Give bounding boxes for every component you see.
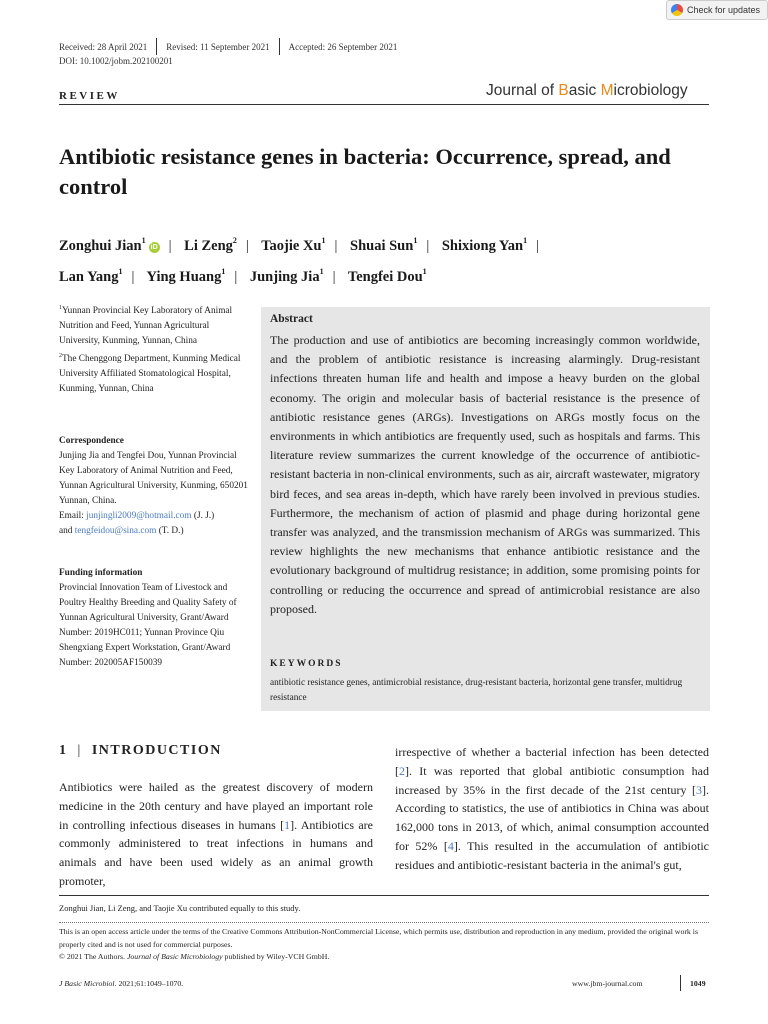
body-text: Antibiotics were hailed as the greatest discovery of modern medicine in the 20th century and have played an important role in controlling infectious diseases in humans [ bbox=[59, 780, 373, 832]
author-separator: | bbox=[426, 238, 430, 254]
author-separator: | bbox=[168, 238, 172, 254]
copyright-text: © 2021 The Authors. bbox=[59, 952, 127, 961]
body-column-right bbox=[395, 743, 709, 875]
journal-url[interactable]: www.jbm-journal.com bbox=[572, 979, 643, 988]
email-link[interactable]: tengfeidou@sina.com bbox=[74, 526, 157, 536]
author-affiliation-marker: 1 bbox=[221, 267, 226, 276]
copyright-journal: Journal of Basic Microbiology bbox=[126, 952, 223, 961]
affiliation-marker: 1 bbox=[59, 305, 62, 311]
journal-logo-text: asic bbox=[568, 82, 601, 99]
author-affiliation-marker: 1 bbox=[413, 236, 418, 245]
author-separator: | bbox=[234, 269, 238, 285]
author-name[interactable]: Taojie Xu bbox=[261, 238, 322, 254]
abstract-text: The production and use of antibiotics are becoming increasingly common worldwide, and the problem of antibiotic resistance is increasing alarmingly. Drug-resistant infections threaten human life and health and impose a heavy burden on the global economy. The origin and molecular basis of bacterial resistance is the presence of antibiotic resistance genes (ARGs). Investigations on ARGs mostly focus on the environments in which antibiotics are frequently used, such as hospitals and farms. This literature review summarizes the current knowledge of the occurrence of antibiotic-resistant bacteria in non-clinical environments, such as air, aircraft wastewater, migratory bird feces, and sea areas in-depth, which have rarely been involved in previous studies. Furthermore, the mechanism of action of plasmid and phage during horizontal gene transfer was analyzed, and the transmission mechanism of ARGs was summarized. This review highlights the new mechanisms that enhance antibiotic resistance and the evolutionary background of multidrug resistance; in addition, some promising points for controlling or reducing the occurrence and spread of antimicrobial resistance are also proposed. bbox=[270, 333, 700, 616]
check-for-updates-button[interactable] bbox=[666, 0, 768, 20]
journal-logo-text: icrobiology bbox=[613, 82, 688, 99]
journal-logo bbox=[486, 82, 688, 100]
author-list bbox=[59, 228, 719, 290]
author-separator: | bbox=[245, 238, 249, 254]
article-dates bbox=[59, 38, 397, 55]
body-text: ]. According to statistics, the use of antibiotics in China was about 162,000 tons in 2013, of which, animal consumption accounted for 52% [ bbox=[395, 782, 709, 853]
email-label: Email: bbox=[59, 511, 87, 521]
author-separator: | bbox=[334, 238, 338, 254]
author-separator: | bbox=[332, 269, 336, 285]
body-text: ]. Antibiotics are commonly administered to treat infections in humans and animals and have been used widely as an animal growth promoter, bbox=[59, 817, 373, 888]
author-name[interactable]: Shixiong Yan bbox=[441, 238, 524, 254]
orcid-icon[interactable]: iD bbox=[150, 244, 158, 251]
author-affiliation-marker: 1 bbox=[141, 236, 146, 245]
affiliation-text: Yunnan Provincial Key Laboratory of Animal Nutrition and Feed, Yunnan Agricultural University, Kunming, Yunnan, China bbox=[59, 306, 233, 347]
citation bbox=[59, 979, 183, 988]
author-affiliation-marker: 1 bbox=[422, 267, 427, 276]
journal-logo-accent: B bbox=[558, 82, 569, 99]
email-conjunction: and bbox=[59, 526, 75, 536]
author-name[interactable]: Tengfei Dou bbox=[347, 269, 423, 285]
keywords-text: antibiotic resistance genes, antimicrobial resistance, drug-resistant bacteria, horizontal gene transfer, multidrug resistance bbox=[270, 678, 683, 703]
citation-link[interactable]: 4 bbox=[447, 838, 454, 853]
author-affiliation-marker: 1 bbox=[319, 267, 324, 276]
author-affiliation-marker: 1 bbox=[523, 236, 528, 245]
author-name[interactable]: Li Zeng bbox=[184, 238, 233, 254]
author-name[interactable]: Ying Huang bbox=[146, 269, 222, 285]
date-divider bbox=[156, 38, 157, 55]
revised-date: Revised: 11 September 2021 bbox=[166, 41, 270, 52]
email-owner: (J. J.) bbox=[191, 511, 215, 521]
author-affiliation-marker: 1 bbox=[321, 236, 326, 245]
body-text: ]. This resulted in the accumulation of antibiotic residues and antibiotic-resistant bacteria in the animal's gut, bbox=[395, 838, 710, 872]
journal-logo-accent: M bbox=[600, 82, 614, 99]
author-name[interactable]: Zonghui Jian bbox=[59, 238, 142, 254]
footnote-dotted-rule bbox=[59, 922, 709, 923]
body-text: irrespective of whether a bacterial infection has been detected [ bbox=[395, 745, 709, 778]
license-note bbox=[59, 926, 711, 964]
affiliation-marker: 2 bbox=[59, 353, 62, 360]
correspondence bbox=[59, 434, 249, 539]
author-affiliation-marker: 1 bbox=[118, 267, 123, 276]
funding-text: Provincial Innovation Team of Livestock and Poultry Healthy Breeding and Quality Safety of Yunnan Agricultural University, Grant/Award Number: 2019HC011; Yunnan Province Qiu Shengxiang Expert Workstation, Grant/Award Number: 202005AF150039 bbox=[59, 583, 237, 668]
citation-link[interactable]: 2 bbox=[399, 763, 405, 778]
author-separator: | bbox=[131, 269, 135, 285]
citation-link[interactable]: 3 bbox=[696, 782, 702, 797]
section-heading bbox=[59, 743, 222, 759]
affiliations bbox=[59, 301, 249, 397]
funding bbox=[59, 566, 249, 671]
body-text: ]. It was reported that global antibiotic consumption had increased by 35% in the first decade of the 21st century [ bbox=[395, 763, 709, 797]
affiliation-2 bbox=[59, 349, 249, 397]
header-rule bbox=[59, 104, 709, 105]
license-text: This is an open access article under the terms of the Creative Commons Attribution-NonCommercial License, which permits use, distribution and reproduction in any medium, provided the original work is properly cited and is not used for commercial purposes. bbox=[59, 927, 698, 949]
crossmark-icon bbox=[671, 4, 683, 16]
citation-link[interactable]: 1 bbox=[284, 817, 291, 832]
correspondence-heading: Correspondence bbox=[59, 436, 124, 446]
abstract-heading: Abstract bbox=[270, 313, 313, 325]
keywords-heading: KEYWORDS bbox=[270, 659, 343, 669]
doi: DOI: 10.1002/jobm.202100201 bbox=[59, 56, 173, 66]
received-date: Received: 28 April 2021 bbox=[59, 41, 148, 52]
copyright bbox=[59, 951, 711, 964]
article-type: REVIEW bbox=[59, 90, 120, 102]
section-separator: | bbox=[77, 743, 82, 758]
article-title: Antibiotic resistance genes in bacteria: Occurrence, spread, and control bbox=[59, 144, 671, 199]
body-column-left bbox=[59, 778, 373, 891]
check-updates-label: Check for updates bbox=[687, 5, 761, 15]
footer-divider bbox=[680, 975, 681, 991]
copyright-text: published by Wiley-VCH GmbH. bbox=[222, 952, 330, 961]
equal-contribution-note: Zonghui Jian, Li Zeng, and Taojie Xu contributed equally to this study. bbox=[59, 903, 301, 913]
affiliation-1 bbox=[59, 301, 249, 349]
author-name[interactable]: Junjing Jia bbox=[249, 269, 320, 285]
accepted-date: Accepted: 26 September 2021 bbox=[288, 41, 398, 52]
citation-details: 2021;61:1049–1070. bbox=[116, 979, 184, 988]
author-affiliation-marker: 2 bbox=[232, 236, 237, 245]
correspondence-text: Junjing Jia and Tengfei Dou, Yunnan Provincial Key Laboratory of Animal Nutrition and Feed, Yunnan Agricultural University, Kunming, 650201 Yunnan, China. bbox=[59, 451, 248, 506]
affiliation-text: The Chenggong Department, Kunming Medical University Affiliated Stomatological Hospital, Kunming, Yunnan, China bbox=[59, 354, 241, 395]
page-number: 1049 bbox=[690, 979, 706, 988]
section-title: INTRODUCTION bbox=[91, 743, 222, 758]
author-separator: | bbox=[536, 238, 540, 254]
email-owner: (T. D.) bbox=[156, 526, 184, 536]
email-link[interactable]: junjingli2009@hotmail.com bbox=[86, 511, 192, 521]
author-name[interactable]: Lan Yang bbox=[59, 269, 119, 285]
journal-logo-text: Journal of bbox=[486, 82, 559, 99]
author-name[interactable]: Shuai Sun bbox=[350, 238, 414, 254]
footnote-rule bbox=[59, 895, 709, 896]
correspondence-emails bbox=[59, 509, 249, 539]
citation-journal: J Basic Microbiol. bbox=[59, 979, 117, 988]
section-number: 1 bbox=[59, 743, 68, 758]
funding-heading: Funding information bbox=[59, 568, 143, 578]
date-divider bbox=[279, 38, 280, 55]
